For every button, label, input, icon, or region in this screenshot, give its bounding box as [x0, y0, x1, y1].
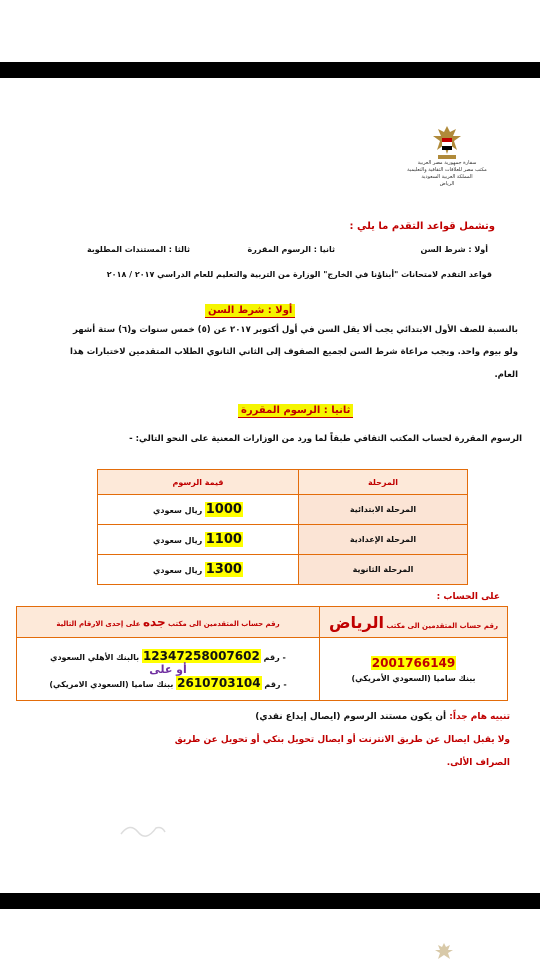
fees-amount: 1100	[205, 532, 242, 547]
fees-table	[97, 469, 468, 585]
top-black-band	[0, 62, 540, 78]
accounts-label: على الحساب :	[436, 592, 500, 602]
jeddah-bank-1: بالبنك الأهلي السعودي	[50, 652, 140, 662]
fees-currency: ريال سعودي	[153, 506, 203, 515]
notice-line-1	[255, 712, 510, 722]
notice-label: تنبيه هام جداً:	[449, 712, 510, 722]
fees-value	[98, 555, 299, 585]
riyadh-header	[320, 607, 508, 638]
rules-title: قواعد التقدم لامتحانات "أبناؤنا في الخارج" الوزارة من التربية والتعليم للعام الدراسي ٢٠١٧ / ٢٠١٨	[106, 270, 492, 279]
col-stage-header: المرحلة	[299, 470, 468, 495]
item-second: ثانيا : الرسوم المقررة	[247, 245, 335, 254]
fees-stage: المرحلة الابتدائية	[299, 495, 468, 525]
notice-line-2: ولا يقبل ايصال عن طريق الانترنت أو ايصال تحويل بنكي أو تحويل عن طريق	[174, 735, 510, 745]
fees-row	[98, 555, 468, 585]
fees-heading: ثانيا : الرسوم المقررة	[238, 404, 353, 418]
riyadh-account-cell	[320, 638, 508, 701]
fees-currency: ريال سعودي	[153, 566, 203, 575]
fees-header-row	[98, 470, 468, 495]
notice-text: أن يكون مستند الرسوم (ايصال إيداع نقدي)	[255, 712, 447, 722]
faint-emblem-icon	[434, 942, 454, 960]
age-heading: أولا : شرط السن	[205, 304, 295, 318]
faint-signature	[118, 818, 168, 842]
jeddah-city: جده	[142, 615, 166, 629]
jeddah-header	[17, 607, 320, 638]
notice-line-3: الصراف الألى.	[446, 758, 510, 768]
or-label: أو على	[149, 662, 187, 676]
jeddah-account-number-1: 12347258007602	[142, 648, 260, 663]
embassy-header	[395, 160, 499, 188]
jeddah-account-number-2: 2610703104	[177, 675, 261, 690]
age-line-1: بالنسبة للصف الأول الابتدائي يجب ألا يقل السن في أول أكتوبر ٢٠١٧ عن (٥) خمس سنوات و(٦) ستة أشهر	[73, 325, 518, 335]
item-first: أولا : شرط السن	[420, 245, 488, 254]
fees-row	[98, 495, 468, 525]
riyadh-account-number: 2001766149	[371, 655, 456, 670]
riyadh-city: الرياض	[328, 612, 384, 632]
age-line-2: ولو بيوم واحد. ويجب مراعاة شرط السن لجميع الصفوف إلى الثاني الثانوي الطلاب المتقدمين لاختبارات هذا	[70, 347, 518, 357]
jeddah-line1-prefix: - رقم	[263, 652, 286, 662]
jeddah-account-cell	[17, 638, 320, 701]
fees-amount: 1000	[205, 502, 242, 517]
header-line: المملكة العربية السعودية	[421, 174, 473, 180]
header-line: سفارة جمهورية مصر العربية	[417, 160, 477, 166]
riyadh-bank: ببنك ساميا (السعودي الأمريكي)	[351, 673, 476, 683]
header-line: الرياض	[439, 181, 455, 187]
fees-description: الرسوم المقررة لحساب المكتب الثقافي طبقاً لما ورد من الوزارات المعنية على النحو التالي: -	[129, 434, 522, 444]
intro-text: وتشمل قواعد التقدم ما يلي :	[349, 221, 495, 232]
col-value-header: قيمة الرسوم	[98, 470, 299, 495]
fees-row	[98, 525, 468, 555]
eagle-emblem-icon	[430, 124, 464, 164]
item-third: ثالثا : المستندات المطلوبة	[86, 245, 190, 254]
fees-currency: ريال سعودي	[153, 536, 203, 545]
fees-value	[98, 525, 299, 555]
age-line-3: العام.	[494, 370, 518, 380]
jeddah-line2-prefix: - رقم	[264, 679, 287, 689]
fees-stage: المرحلة الإعدادية	[299, 525, 468, 555]
jeddah-prefix: رقم حساب المتقدمين الى مكتب	[168, 620, 280, 628]
fees-stage: المرحلة الثانوية	[299, 555, 468, 585]
bottom-black-band	[0, 893, 540, 909]
accounts-table	[16, 606, 508, 701]
jeddah-bank-2: ببنك ساميا (السعودي الامريكي)	[49, 679, 174, 689]
fees-value	[98, 495, 299, 525]
riyadh-prefix: رقم حساب المتقدمين الى مكتب	[386, 621, 499, 630]
jeddah-suffix: على إحدى الارقام التالية	[56, 620, 141, 628]
header-line: مكتب مصر للعلاقات الثقافية والتعليمية	[407, 167, 487, 173]
fees-amount: 1300	[205, 562, 242, 577]
